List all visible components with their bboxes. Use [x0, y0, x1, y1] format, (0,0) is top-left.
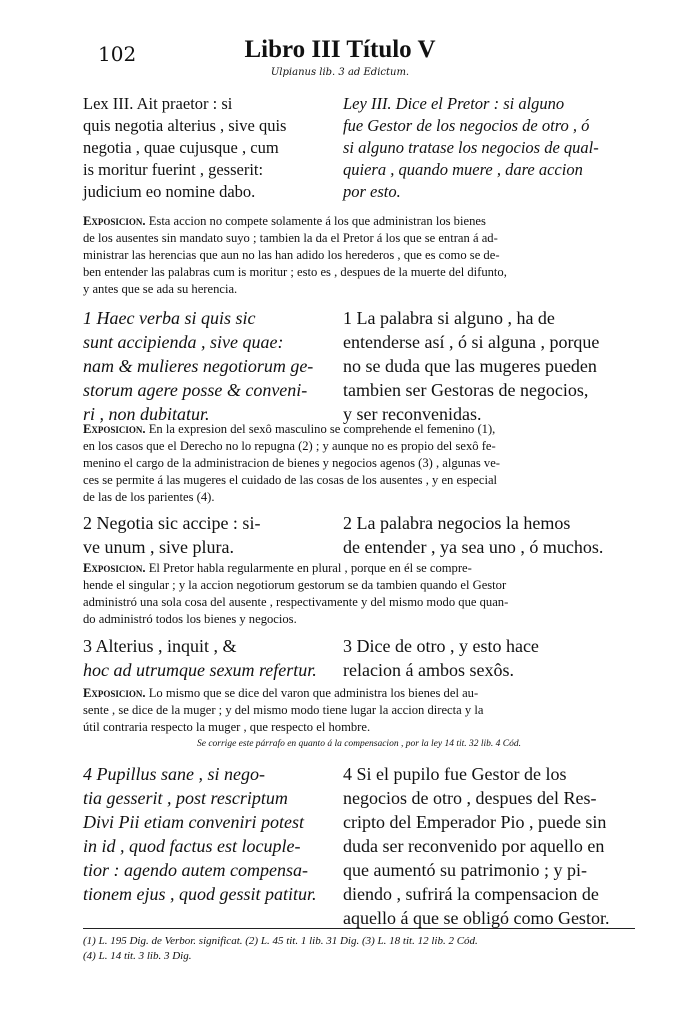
exposicion-line: El Pretor habla regularmente en plural , porque en él se compre- — [148, 561, 472, 575]
spanish-column — [343, 762, 635, 930]
latin-line: 2 Negotia sic accipe : si- — [83, 513, 261, 533]
exposicion-line: en los casos que el Derecho no lo repugna (2) ; y aunque no es propio del sexô fe- — [83, 439, 496, 453]
spanish-line: 1 La palabra si alguno , ha de — [343, 308, 555, 328]
latin-line: hoc ad utrumque sexum refertur. — [83, 660, 317, 680]
spanish-line: y ser reconvenidas. — [343, 404, 482, 424]
latin-line: tior : agendo autem compensa- — [83, 860, 308, 880]
latin-line: negotia , quae cujusque , cum — [83, 138, 279, 157]
latin-column — [83, 762, 329, 906]
page-subtitle: Ulpianus lib. 3 ad Edictum. — [270, 67, 410, 78]
spanish-line: diendo , sufrirá la compensacion de — [343, 884, 599, 904]
spanish-line: 4 Si el pupilo fue Gestor de los — [343, 764, 567, 784]
spanish-line: aquello á que se obligó como Gestor. — [343, 908, 610, 928]
spanish-column — [343, 93, 635, 203]
exposicion-3 — [83, 685, 635, 736]
footnote-divider — [83, 928, 635, 929]
latin-line: ve unum , sive plura. — [83, 537, 234, 557]
spanish-line: relacion á ambos sexôs. — [343, 660, 514, 680]
latin-line: judicium eo nomine dabo. — [83, 182, 256, 201]
spanish-column — [343, 306, 635, 426]
latin-line: ri , non dubitatur. — [83, 404, 210, 424]
spanish-line: no se duda que las mugeres pueden — [343, 356, 597, 376]
latin-line: tia gesserit , post rescriptum — [83, 788, 288, 808]
latin-line: in id , quod factus est locuple- — [83, 836, 301, 856]
latin-line: sunt accipienda , sive quae: — [83, 332, 284, 352]
spanish-line: que aumentó su patrimonio ; y pi- — [343, 860, 587, 880]
page-title: Libro III Título V — [244, 36, 436, 63]
exposicion-label: Exposicion. — [83, 686, 146, 700]
latin-line: Lex III. Ait praetor : si — [83, 94, 233, 113]
latin-line: 3 Alterius , inquit , & — [83, 636, 237, 656]
latin-column — [83, 511, 329, 559]
exposicion-line: En la expresion del sexô masculino se comprehende el femenino (1), — [148, 422, 496, 436]
latin-line: 1 Haec verba si quis sic — [83, 308, 256, 328]
exposicion-label: Exposicion. — [83, 214, 146, 228]
spanish-line: 3 Dice de otro , y esto hace — [343, 636, 539, 656]
spanish-line: por esto. — [343, 182, 401, 201]
exposicion-line: útil contraria respecto la muger , que respecto el hombre. — [83, 720, 371, 734]
exposicion-line: sente , se dice de la muger ; y del mismo modo tiene lugar la accion directa y la — [83, 703, 484, 717]
exposicion-line: administró una sola cosa del ausente , respectivamente y del mismo modo que quan- — [83, 595, 509, 609]
exposicion-line: menino el cargo de la administracion de bienes y negocios agenos (3) , algunas ve- — [83, 456, 500, 470]
latin-line: storum agere posse & conveni- — [83, 380, 308, 400]
exposicion-line: ministrar las herencias que aun no las han adido los herederos , que es como se de- — [83, 248, 500, 262]
exposicion-2 — [83, 560, 635, 628]
exposicion-line: ces se permite á las mugeres el cuidado de las cosas de los ausentes , y en especial — [83, 473, 498, 487]
spanish-line: tambien ser Gestoras de negocios, — [343, 380, 589, 400]
spanish-line: fue Gestor de los negocios de otro , ó — [343, 116, 590, 135]
spanish-column — [343, 511, 635, 559]
footnotes — [83, 934, 635, 964]
spanish-line: entenderse así , ó si alguna , porque — [343, 332, 600, 352]
exposicion-line: Esta accion no compete solamente á los que administran los bienes — [148, 214, 486, 228]
exposicion-line: Lo mismo que se dice del varon que administra los bienes del au- — [148, 686, 479, 700]
exposicion-0 — [83, 213, 635, 298]
exposicion-1 — [83, 421, 635, 506]
spanish-line: de entender , ya sea uno , ó muchos. — [343, 537, 604, 557]
spanish-line: cripto del Emperador Pio , puede sin — [343, 812, 607, 832]
spanish-line: Ley III. Dice el Pretor : si alguno — [343, 94, 565, 113]
footnote-line: (4) L. 14 tit. 3 lib. 3 Dig. — [83, 950, 192, 962]
latin-column — [83, 93, 329, 203]
exposicion-line: de las de los parientes (4). — [83, 490, 215, 504]
latin-line: quis negotia alterius , sive quis — [83, 116, 287, 135]
latin-line: tionem ejus , quod gessit patitur. — [83, 884, 317, 904]
exposicion-line: ben entender las palabras cum is moritur ; esto es , despues de la muerte del difunto, — [83, 265, 507, 279]
exposicion-label: Exposicion. — [83, 561, 146, 575]
latin-line: 4 Pupillus sane , si nego- — [83, 764, 265, 784]
latin-line: is moritur fuerint , gesserit: — [83, 160, 264, 179]
latin-column — [83, 306, 329, 426]
latin-column — [83, 634, 329, 682]
exposicion-line: hende el singular ; y la accion negotiorum gestorum se da tambien quando el Gestor — [83, 578, 507, 592]
page-number: 102 — [98, 42, 137, 66]
spanish-line: si alguno tratase los negocios de qual- — [343, 138, 599, 157]
exposicion-line: y antes que se ada su herencia. — [83, 282, 238, 296]
spanish-line: quiera , quando muere , dare accion — [343, 160, 583, 179]
footnote-line: (1) L. 195 Dig. de Verbor. significat. (2) L. 45 tit. 1 lib. 31 Dig. (3) L. 18 tit. 12 lib. 2 Cód. — [83, 935, 478, 947]
exposicion-line: do administró todos los bienes y negocios. — [83, 612, 297, 626]
exposicion-label: Exposicion. — [83, 422, 146, 436]
marginal-note: Se corrige este párrafo en quanto á la compensacion , por la ley 14 tit. 32 lib. 4 Cód. — [196, 739, 522, 749]
latin-line: Divi Pii etiam conveniri potest — [83, 812, 304, 832]
spanish-column — [343, 634, 635, 682]
spanish-line: duda ser reconvenido por aquello en — [343, 836, 605, 856]
spanish-line: negocios de otro , despues del Res- — [343, 788, 597, 808]
latin-line: nam & mulieres negotiorum ge- — [83, 356, 314, 376]
spanish-line: 2 La palabra negocios la hemos — [343, 513, 571, 533]
exposicion-line: de los ausentes sin mandato suyo ; tambien la da el Pretor á los que se entran á ad- — [83, 231, 498, 245]
